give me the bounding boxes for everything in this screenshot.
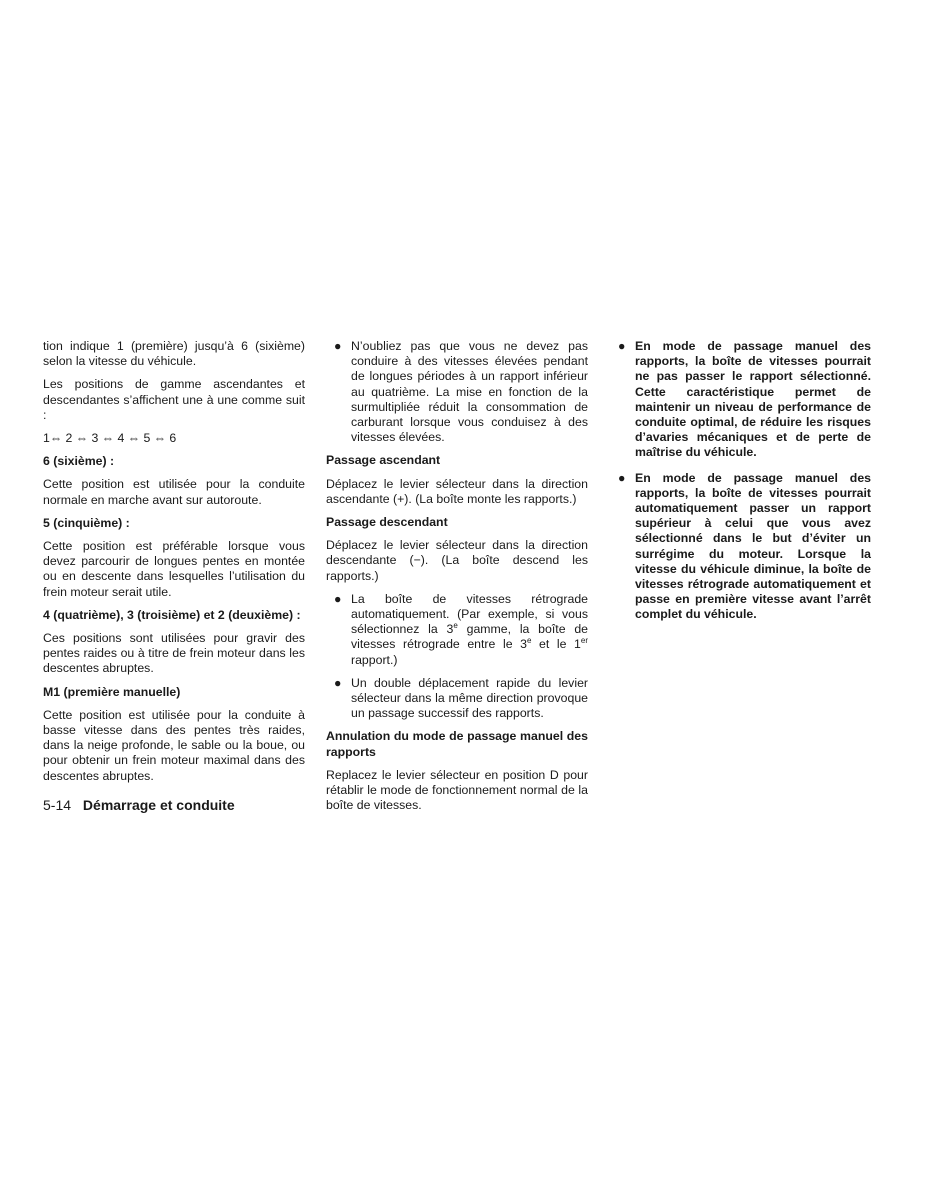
superscript: e (453, 621, 458, 631)
bullet-icon: ● (618, 470, 626, 485)
text-fragment: gamme, la boîte de vitesses rétrograde entre le 3 (351, 622, 588, 652)
bullet-item-double-move (326, 676, 588, 722)
paragraph-m1: Cette position est utilisée pour la conduite à basse vitesse dans des pentes très raides, dans la neige profonde, le sable ou la boue, ou pour obtenir un frein moteur maximal dans des descentes abruptes. (43, 707, 305, 783)
superscript: e (526, 636, 532, 646)
paragraph-fifth: Cette position est préférable lorsque vous devez parcourir de longues pentes en montée ou en descente dans lesquelles l’utilisation du frein moteur serait utile. (43, 539, 305, 599)
bullet-text: En mode de passage manuel des rapports, la boîte de vitesses pourrait automatiquement passer un rapport supérieur à celui que vous avez sélectionné dans le but d’éviter un surrégime du moteur. Lorsque la vitesse du véhicule diminue, la boîte de vitesses rétrograde automatiquement et passe en première vitesse avant l’arrêt complet du véhicule. (635, 470, 871, 622)
column-left (43, 339, 305, 792)
superscript: er (580, 636, 588, 646)
bullet-icon: ● (618, 339, 626, 353)
section-title: Démarrage et conduite (82, 797, 235, 813)
paragraph-sixth: Cette position est utilisée pour la conduite normale en marche avant sur autoroute. (43, 477, 305, 507)
bullet-icon: ● (334, 591, 342, 606)
bullet-item-no-shift (617, 339, 871, 461)
heading-fourth-third-second: 4 (quatrième), 3 (troisième) et 2 (deuxième) : (43, 607, 301, 622)
text-fragment: et le 1 (531, 637, 581, 652)
text-fragment: La boîte de vitesses rétrograde automatiquement. (Par exemple, si vous sélectionnez la 3 (351, 591, 588, 637)
paragraph-cancel-manual: Replacez le levier sélecteur en position D pour rétablir le mode de fonctionnement normal de la boîte de vitesses. (326, 767, 588, 813)
bullet-item-overdrive (326, 339, 588, 445)
heading-downshift: Passage descendant (326, 515, 448, 530)
bullet-item-auto-upshift (617, 471, 871, 623)
page-number: 5-14 (43, 797, 72, 813)
bullet-icon: ● (334, 339, 342, 353)
bullet-text: Un double déplacement rapide du levier sélecteur dans la même direction provoque un passage successif des rapports. (351, 675, 588, 721)
heading-m1: M1 (première manuelle) (43, 684, 181, 699)
heading-fifth: 5 (cinquième) : (43, 515, 130, 530)
text-fragment: rapport.) (351, 652, 398, 667)
bullet-text (351, 592, 588, 667)
heading-sixth: 6 (sixième) : (43, 454, 115, 469)
bullet-item-auto-downshift (326, 592, 588, 668)
bullet-icon: ● (334, 675, 342, 690)
bullet-text: N’oubliez pas que vous ne devez pas conduire à des vitesses élevées pendant de longues périodes à un rapport inférieur au quatrième. La mise en fonction de la surmultipliée réduit la consommation de carburant lorsque vous conduisez à des vitesses élevées. (351, 339, 588, 445)
bullet-text: En mode de passage manuel des rapports, la boîte de vitesses pourrait ne pas passer le rapport sélectionné. Cette caractéristique permet de maintenir un niveau de performance de conduite optimal, de réduire les risques d’avaries mécaniques et de perte de maîtrise du véhicule. (635, 339, 871, 460)
page-footer (43, 797, 235, 813)
paragraph-fourth-third-second: Ces positions sont utilisées pour gravir des pentes raides ou à titre de frein moteur dans les descentes abruptes. (43, 631, 305, 676)
column-right (617, 339, 871, 633)
paragraph-downshift: Déplacez le levier sélecteur dans la direction descendante (−). (La boîte descend les rapports.) (326, 538, 588, 583)
column-middle (326, 339, 588, 821)
heading-cancel-manual: Annulation du mode de passage manuel des rapports (326, 729, 588, 759)
gear-sequence: 1⇔ 2 ⇔ 3 ⇔ 4 ⇔ 5 ⇔ 6 (43, 431, 177, 446)
paragraph-intro: tion indique 1 (première) jusqu’à 6 (sixième) selon la vitesse du véhicule. (43, 339, 305, 369)
paragraph-upshift: Déplacez le levier sélecteur dans la direction ascendante (+). (La boîte monte les rapports.) (326, 476, 588, 506)
heading-upshift: Passage ascendant (326, 453, 441, 468)
paragraph-gear-display: Les positions de gamme ascendantes et descendantes s’affichent une à une comme suit : (43, 377, 305, 422)
